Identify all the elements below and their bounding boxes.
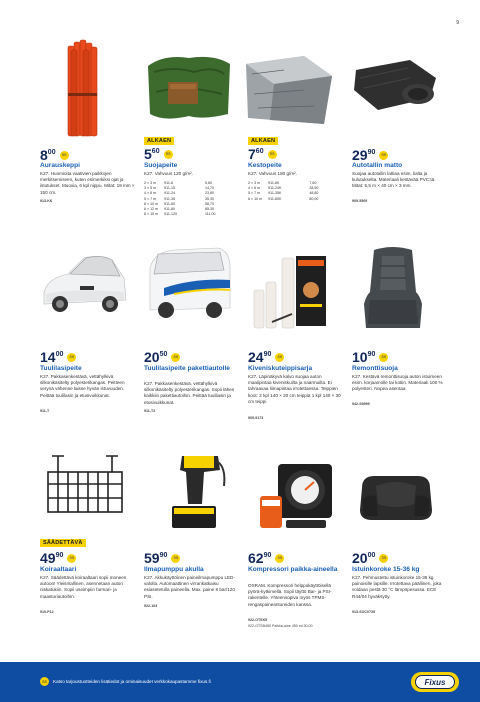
product-name[interactable]: Aurauskeppi [40,162,80,169]
refill-row: 922-OTSB450 Paikka-aine 450 ml 30,00 [248,624,313,628]
marker-stakes-image [62,38,102,138]
product-code: 913-SOC0735 [352,610,375,614]
product-description: K27. Huomioita vaativien paikkojen merkitsemiseen, kuten esimerkiksi ojat ja istutukset. Muovia, 6 kpl nippu. Mitat: 19 mm × 150 cm. [40,171,135,195]
ss-circle-icon: SS [275,353,284,362]
table-row: 6 × 10 m 911-60 58,70 [144,201,215,206]
footer-bar [0,662,480,702]
price: $5^{60}$ SS [144,147,173,161]
ss-circle-icon: SS [171,353,180,362]
price: $59^{90}$ SS [144,551,180,565]
product-name[interactable]: Suojapeite [144,162,178,169]
table-row: 4 × 6 m 911-24 23,80 [144,191,215,196]
table-row: 6 × 10 m 911-60K 80,00 [248,196,319,201]
price: $7^{60}$ SS [248,147,277,161]
product-description: K27. Läpinäkyvä kalvo suojaa auton maalipintaa kiveniskuilta ja naarmuilta. Ei tahraavaa liimapintaa irrotettaessa. Teippien koot: 2 kpl 140 × 20 cm teippiä 1 kpl 140 × 30 cm teippi [248,374,341,404]
product-name[interactable]: Koiraaltaari [40,566,77,573]
price: $29^{90}$ SS [352,148,388,162]
product-description: OSRAM. Kompressori helppokäyttöisellä pyörä-kytkimellä. Sopii täyttö Bar- ja PSI-rakentelle. Yhteensopiva myös TPMS-rengaspaineantureiden kanssa. [248,583,332,607]
logo-text: Fixus [415,675,455,689]
garage-mat-image [350,58,440,118]
product-description: K27. Säädettävä koiraaltaari sopii moneen autoon! Yleismallinen, asennetaan auton niskatukiin. Sopii useimpiin farmari- ja maasturiautoihin. [40,575,127,599]
van-windshield-cover-image [144,244,234,322]
car-windshield-cover-image [40,248,128,320]
seat-cover-image [360,244,426,332]
alkaen-badge: ALKAEN [248,137,278,145]
product-description: K27. Pakkasenkestävä, vettähylkivä silkonikäsitelty polyesterikangas. Sopii lähes kaikkiin pakettiautoihin. Peittää tuulilasin ja etusivuikkunat. [144,381,235,405]
adjustable-badge: SÄÄDETTÄVÄ [40,539,86,547]
product-name[interactable]: Istuinkoroke 15-36 kg [352,566,420,573]
product-name[interactable]: Tuulilasipeite pakettiautolle [144,365,230,372]
ss-circle-icon: SS [164,150,173,159]
table-row: 8 × 15 m 911-120 111,00 [144,212,216,217]
product-name[interactable]: Tuulilasipeite [40,365,82,372]
table-row: 3 × 5 m 911-15 14,70 [144,186,215,191]
ss-circle-icon: SS [379,353,388,362]
price: $20^{00}$ SS [352,551,388,565]
ss-circle-icon: SS [67,353,76,362]
price: $10^{90}$ SS [352,350,388,364]
product-description: K27. Vahvuus 120 g/m². [144,171,193,176]
table-row: 5 × 7 m 911-35K 48,80 [248,191,319,196]
footer-text[interactable]: Katso tarjoustuotteiden lisätiedot ja ominaisuudet verkkokaupastamme fixus.fi [53,679,211,684]
price: $62^{90}$ SS [248,551,284,565]
alkaen-badge: ALKAEN [144,137,174,145]
page-number: 9 [456,20,459,26]
product-code: 909-9173 [248,416,264,420]
product-description: Suojaa autotallin lattiaa esim. lialta ja kulutukselta. Materiaali kestävää PVC:tä. Mitat: 5,5 m × 40 cm × 3 mm. [352,171,436,189]
ss-circle-icon: SS [268,150,277,159]
product-name[interactable]: Kiveniskuteippisarja [248,365,313,372]
product-name[interactable]: Kestopeite [248,162,282,169]
price: $14^{00}$ SS [40,350,76,364]
ss-circle-icon: SS [60,151,69,160]
ss-circle-icon: SS [379,554,388,563]
product-code: 922-103 [144,604,158,608]
ss-circle-icon: SS [275,554,284,563]
booster-seat-image [356,470,436,524]
table-row: 2 × 3 m 911-6K 7,60 [248,181,317,185]
product-code: 913-KK [40,199,53,203]
table-row: 5 × 7 m 911-35 35,30 [144,196,215,201]
product-description: K27. Vahvuus 180 g/m². [248,171,297,176]
product-description: K27. Akkukäyttöinen paineilmapumppu LED-valolla. Automaattinen virrankatkaisu esiasetetulla paineella. Max. paine 8 bar/120 PSI. [144,575,235,599]
stone-chip-tape-set-image [252,252,332,332]
ss-circle-icon: SS [379,151,388,160]
product-name[interactable]: Autotallin matto [352,162,403,169]
product-description: K27. Pakkasenkestävä, vettähylkivä silkonikäsitelty polyesterikangas. Peitteen verynä vähenne laisse hyvän istuvuuden. Peittää tuulilasin ja etusivuikkunat. [40,374,125,398]
table-row: 6 × 12 m 911-80 85,30 [144,207,215,212]
price: $8^{00}$ SS [40,148,69,162]
product-description: K27. Pehmustettu istuinkoroke 15-36 kg painoisille lapsille. Irrotettava päällinen, joka voidaan pestä 30 °C lämpöpesussa. ECE R44/04 hyväksytty. [352,575,442,599]
ss-circle-icon: SS [67,554,76,563]
price: $49^{90}$ SS [40,551,76,565]
price: $20^{50}$ SS [144,350,180,364]
fixus-logo[interactable] [411,672,459,692]
tarp-image [144,52,234,122]
ss-circle-icon: SS [40,677,49,686]
product-code: 942-S9999 [352,402,370,406]
product-code: 911-T [40,409,50,413]
product-code: 910-P12 [40,610,54,614]
product-name[interactable]: Ilmapumppu akulla [144,566,204,573]
product-name[interactable]: Remonttisuoja [352,365,398,372]
size-table [248,181,324,202]
product-code: 911-T2 [144,409,156,413]
product-description: K27. Kestävä remonttisuoja auton istuimeen esim. korjaamolle tai kotiin. Materiaali 100 % polyesteri. Nopea asentaa. [352,374,443,392]
table-row: 4 × 6 m 911-24K 28,50 [248,186,319,191]
heavy-tarp-image [244,54,334,126]
cordless-air-pump-image [168,450,228,532]
product-code: 922-OTSK5 [248,618,268,622]
table-row: 2 × 3 m 911-6 5,60 [144,181,213,185]
dog-guard-image [42,452,128,528]
price: $24^{90}$ SS [248,350,284,364]
compressor-kit-image [256,460,334,532]
product-code: 909-5569 [352,199,368,203]
size-table [144,181,221,217]
product-name[interactable]: Kompressori paikka-aineella [248,566,338,573]
ss-circle-icon: SS [171,554,180,563]
